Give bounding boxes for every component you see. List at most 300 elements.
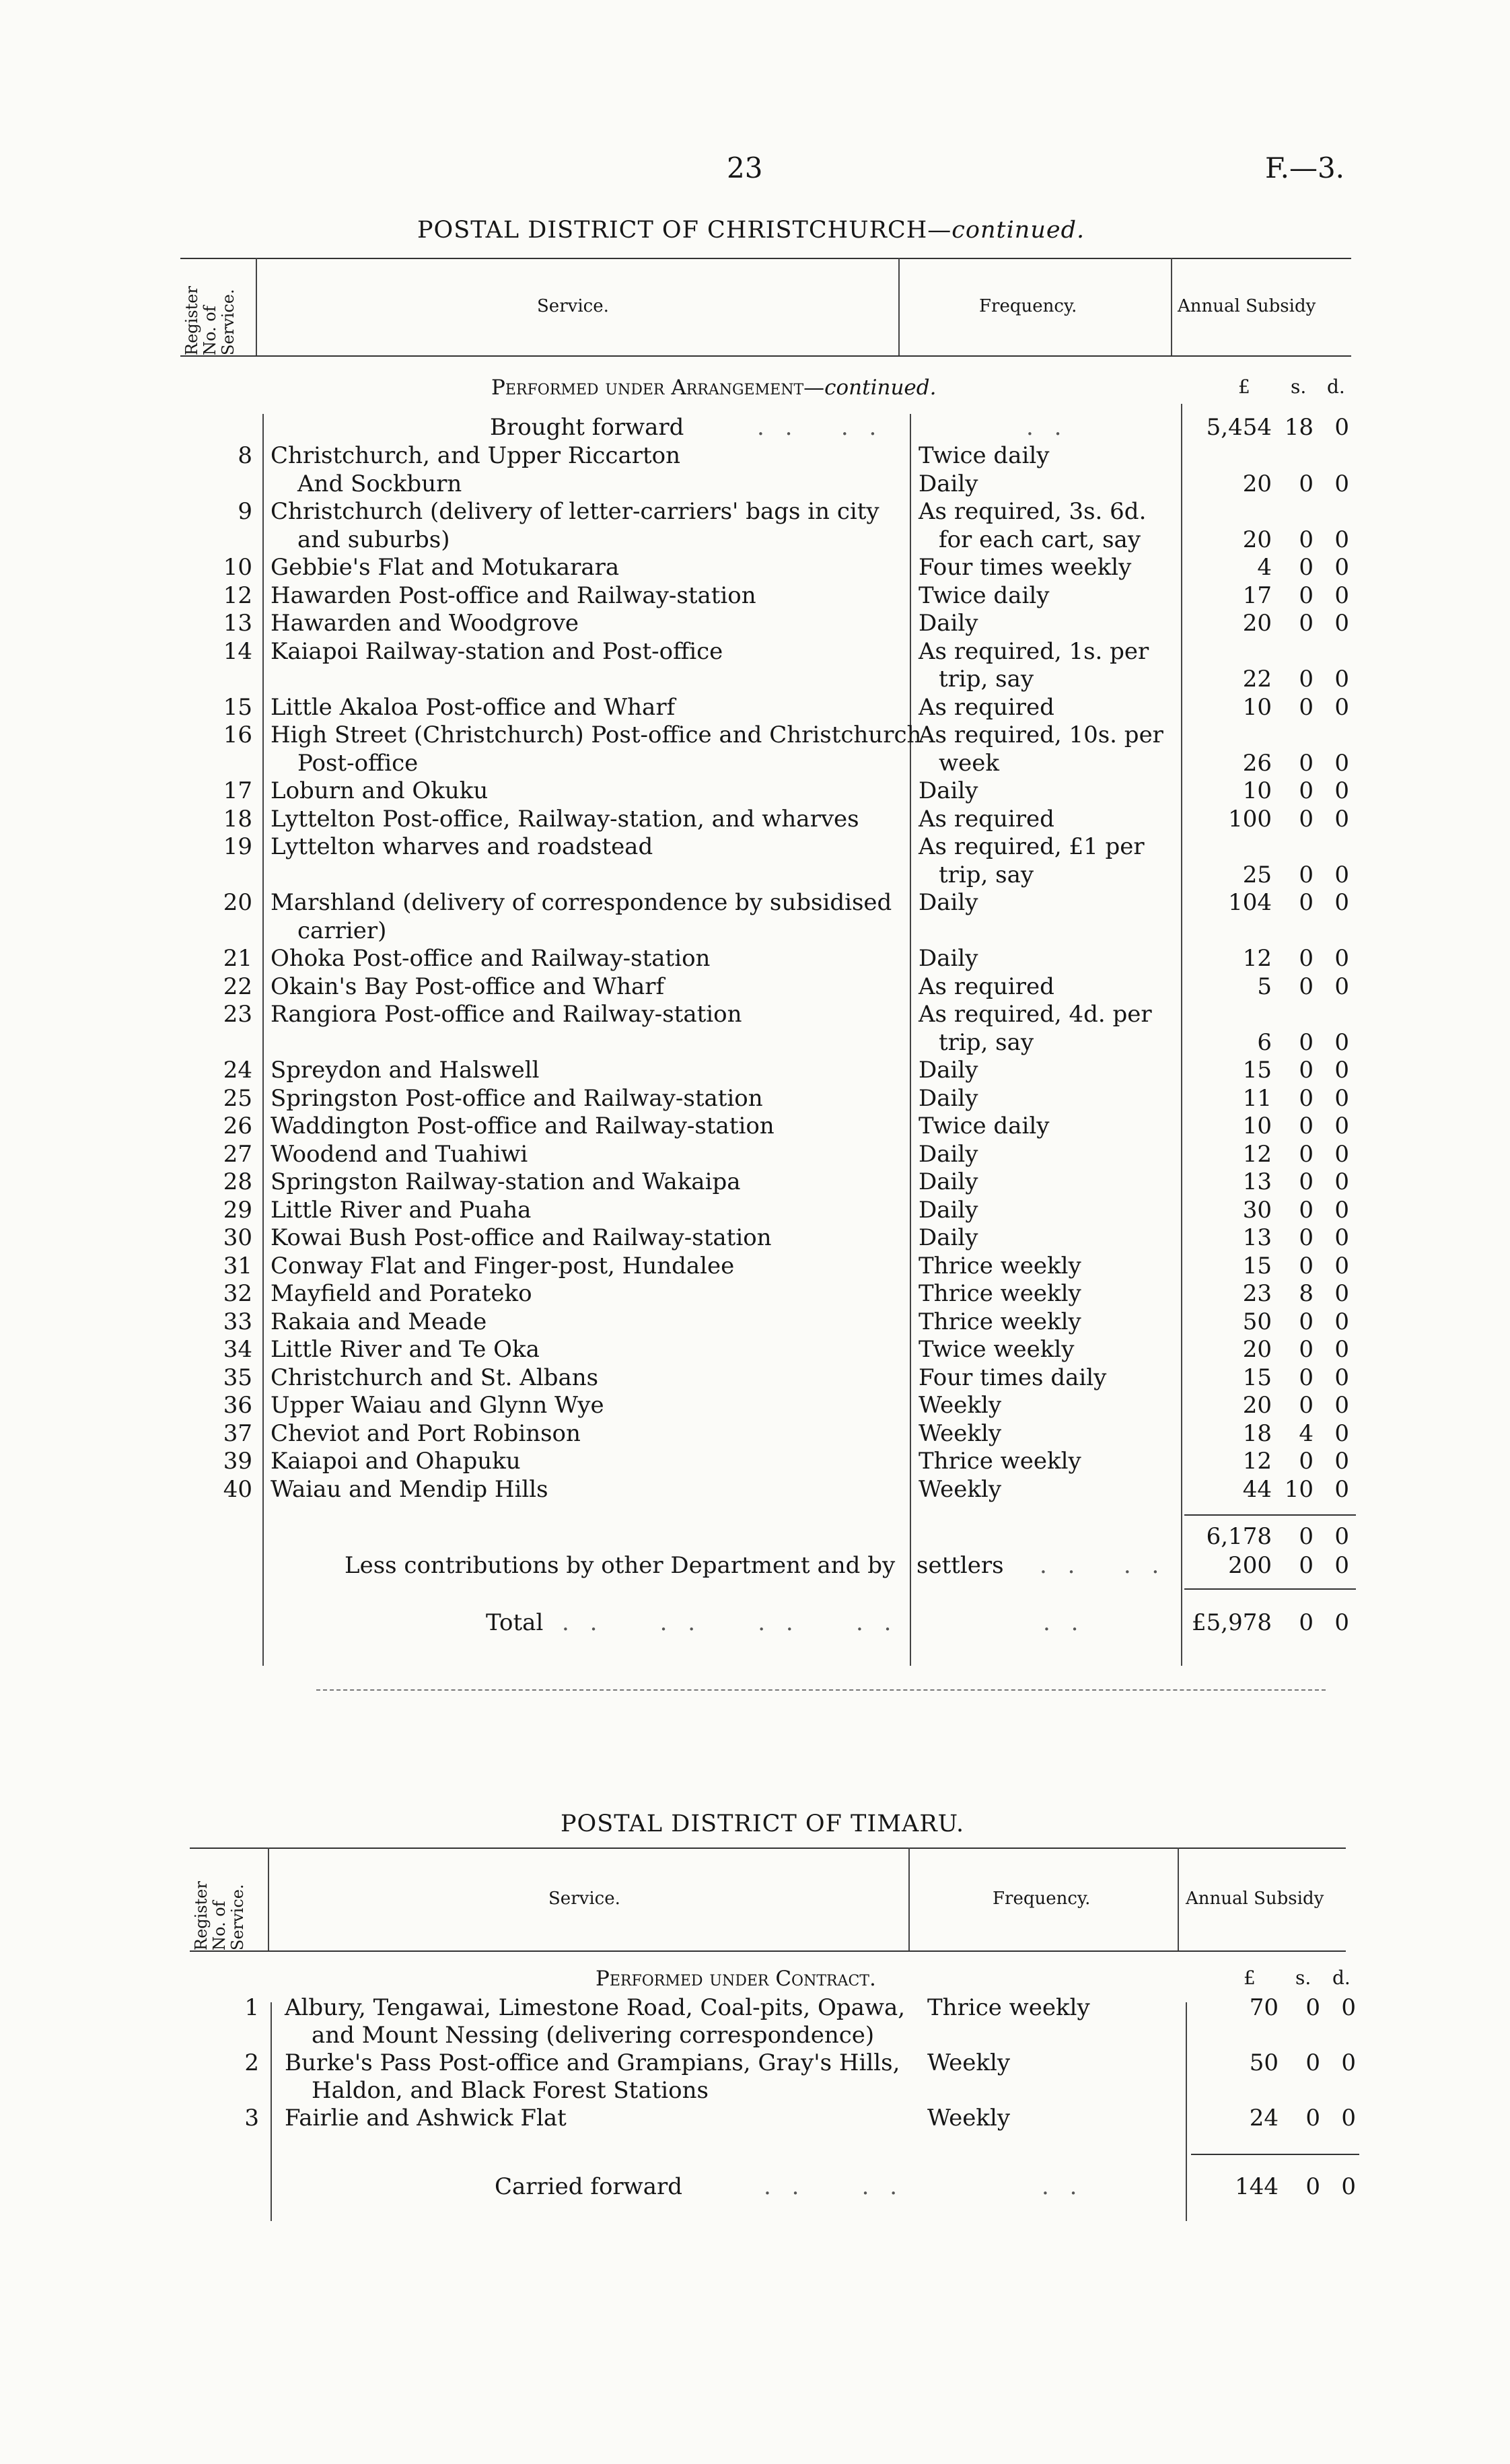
register-no: 16 (223, 721, 252, 748)
brought-forward-pounds: 5,454 (1206, 414, 1272, 441)
table-row (0, 1419, 1510, 1448)
frequency-text: Four times weekly (919, 554, 1132, 581)
service-text: Burke's Pass Post-office and Grampians, Gray's Hills, (285, 2049, 900, 2076)
christchurch-bottom-rule (316, 1689, 1326, 1691)
frequency-text: As required, £1 per (919, 833, 1145, 860)
subsidy-pounds: 22 (1242, 666, 1272, 693)
carried-forward-label: Carried forward (495, 2173, 683, 2200)
table-row (0, 553, 1510, 582)
subsidy-pence: 0 (1334, 777, 1349, 804)
subsidy-shillings: 0 (1299, 610, 1314, 637)
table-row-continuation (0, 917, 1510, 945)
subsidy-shillings: 0 (1299, 889, 1314, 916)
service-text: Hawarden and Woodgrove (271, 610, 579, 637)
subsidy-shillings: 10 (1284, 1475, 1314, 1503)
service-text: High Street (Christchurch) Post-office and Christchurch (271, 721, 922, 748)
register-no: 36 (223, 1392, 252, 1419)
service-text: Albury, Tengawai, Limestone Road, Coal-pits, Opawa, (285, 1994, 906, 2021)
christchurch-subtotal (0, 1522, 1510, 1551)
table-row-continuation (0, 861, 1510, 889)
service-text: Springston Railway-station and Wakaipa (271, 1168, 741, 1195)
frequency-text: As required, 1s. per (919, 637, 1149, 665)
less-pence: 0 (1334, 1552, 1349, 1579)
subsidy-shillings: 0 (1299, 554, 1314, 581)
table-row (0, 582, 1510, 610)
service-text: Upper Waiau and Glynn Wye (271, 1392, 604, 1419)
timaru-money-shillings-head: s. (1295, 1967, 1311, 1989)
table-row (0, 833, 1510, 861)
frequency-text: Twice daily (919, 582, 1050, 609)
subsidy-shillings: 0 (1299, 973, 1314, 1000)
service-text: and suburbs) (297, 526, 450, 553)
subsidy-pence: 0 (1334, 1280, 1349, 1307)
table-row (0, 609, 1510, 637)
christchurch-col-register: Register No. of Service. (182, 286, 238, 355)
service-text: Kowai Bush Post-office and Railway-station (271, 1224, 772, 1251)
subsidy-pounds: 4 (1257, 554, 1272, 581)
christchurch-title (417, 217, 1085, 244)
register-no: 1 (244, 1994, 259, 2021)
subsidy-pounds: 12 (1242, 945, 1272, 972)
service-text: Hawarden Post-office and Railway-station (271, 582, 756, 609)
register-no: 19 (223, 833, 252, 860)
frequency-text: Daily (919, 1084, 978, 1112)
subsidy-pounds: 24 (1249, 2105, 1279, 2132)
subsidy-pounds: 20 (1242, 610, 1272, 637)
table-row (0, 1475, 1510, 1504)
service-text: Kaiapoi Railway-station and Post-office (271, 637, 723, 665)
register-no: 2 (244, 2049, 259, 2076)
total-label: Total (486, 1609, 544, 1636)
frequency-text: Weekly (927, 2049, 1011, 2076)
christchurch-money-pounds-head: £ (1238, 376, 1250, 398)
christchurch-money-pence-head: d. (1327, 376, 1345, 398)
subsidy-shillings: 0 (1299, 1196, 1314, 1224)
table-row (0, 1168, 1510, 1196)
frequency-text: Daily (919, 610, 978, 637)
subsidy-pounds: 23 (1242, 1280, 1272, 1307)
service-text: Spreydon and Halswell (271, 1057, 540, 1084)
subtotal-rule (1184, 1514, 1356, 1516)
christchurch-subhead: Performed under Arrangement—continued. (491, 376, 937, 400)
brought-forward-label: Brought forward (490, 414, 684, 441)
page-number: 23 (727, 151, 763, 184)
service-text: Little River and Puaha (271, 1196, 532, 1224)
table-row (0, 1084, 1510, 1113)
subsidy-pence: 0 (1334, 889, 1349, 916)
table-row (0, 1140, 1510, 1168)
register-no: 13 (223, 610, 252, 637)
subsidy-pounds: 13 (1242, 1168, 1272, 1195)
register-no: 12 (223, 582, 252, 609)
frequency-text: Thrice weekly (919, 1308, 1081, 1335)
subsidy-pounds: 25 (1242, 861, 1272, 888)
frequency-text: trip, say (939, 861, 1034, 888)
service-text: Loburn and Okuku (271, 777, 489, 804)
table-row (0, 442, 1510, 470)
table-row (0, 1335, 1510, 1364)
table-row (0, 1224, 1510, 1252)
subsidy-pence: 0 (1334, 1224, 1349, 1251)
subsidy-pence: 0 (1341, 2049, 1356, 2076)
frequency-text: Four times daily (919, 1364, 1107, 1391)
subsidy-pence: 0 (1334, 1336, 1349, 1363)
frequency-text: Daily (919, 1168, 978, 1195)
service-text: Haldon, and Black Forest Stations (312, 2077, 709, 2104)
table-row (0, 1364, 1510, 1392)
table-row (0, 1056, 1510, 1084)
subsidy-pounds: 44 (1242, 1475, 1272, 1503)
service-text: Waiau and Mendip Hills (271, 1475, 548, 1503)
subsidy-pence: 0 (1334, 1140, 1349, 1168)
table-row (0, 721, 1510, 749)
frequency-text: Twice daily (919, 1113, 1050, 1139)
frequency-text: As required (919, 805, 1054, 833)
subsidy-pence: 0 (1334, 945, 1349, 972)
timaru-subhead: Performed under Contract. (596, 1967, 876, 1991)
table-row (0, 1279, 1510, 1308)
less-label: Less contributions by other Department and by (345, 1552, 896, 1579)
subsidy-pounds: 10 (1242, 777, 1272, 804)
table-row (0, 1000, 1510, 1028)
register-no: 17 (223, 777, 252, 804)
service-text: Fairlie and Ashwick Flat (285, 2105, 567, 2132)
frequency-text: As required (919, 973, 1054, 1000)
register-no: 3 (244, 2105, 259, 2132)
table-row (0, 1196, 1510, 1224)
less-shillings: 0 (1299, 1552, 1314, 1579)
subsidy-shillings: 0 (1299, 1084, 1314, 1112)
subsidy-pence: 0 (1334, 1475, 1349, 1503)
table-row (0, 637, 1510, 666)
christchurch-title-main: POSTAL DISTRICT OF CHRISTCHURCH— (417, 217, 952, 244)
subsidy-shillings: 0 (1299, 1336, 1314, 1363)
frequency-text: Daily (919, 1196, 978, 1224)
register-no: 39 (223, 1448, 252, 1475)
service-text: and Mount Nessing (delivering correspondence) (312, 2022, 875, 2049)
subsidy-shillings: 0 (1299, 1392, 1314, 1419)
sheet-id: F.—3. (1265, 151, 1345, 184)
subsidy-pounds: 100 (1228, 805, 1272, 833)
subsidy-shillings: 0 (1299, 1028, 1314, 1056)
subsidy-pence: 0 (1334, 526, 1349, 553)
subsidy-pounds: 12 (1242, 1448, 1272, 1475)
frequency-text: Thrice weekly (919, 1448, 1081, 1475)
register-no: 32 (223, 1280, 252, 1307)
timaru-col-subsidy: Annual Subsidy (1186, 1889, 1324, 1909)
subsidy-pence: 0 (1334, 805, 1349, 833)
subsidy-pence: 0 (1334, 1057, 1349, 1084)
frequency-text: As required (919, 693, 1054, 721)
table-row (0, 2049, 1510, 2077)
service-text: carrier) (297, 917, 387, 944)
subsidy-pence: 0 (1334, 666, 1349, 693)
christchurch-money-shillings-head: s. (1291, 376, 1307, 398)
frequency-text: Weekly (919, 1475, 1002, 1503)
register-no: 9 (238, 498, 252, 525)
subsidy-pence: 0 (1334, 973, 1349, 1000)
subsidy-pence: 0 (1334, 554, 1349, 581)
subsidy-shillings: 0 (1299, 1057, 1314, 1084)
timaru-carried-forward: Carried forward . . . . . . 144 0 0 (495, 2173, 1356, 2200)
register-no: 21 (223, 945, 252, 972)
subsidy-pence: 0 (1334, 749, 1349, 777)
table-row (0, 693, 1510, 721)
table-row (0, 888, 1510, 917)
register-no: 18 (223, 805, 252, 833)
total-pence: 0 (1334, 1609, 1349, 1636)
subsidy-shillings: 0 (1299, 1224, 1314, 1251)
service-text: Conway Flat and Finger-post, Hundalee (271, 1252, 735, 1279)
subsidy-shillings: 0 (1299, 945, 1314, 972)
frequency-text: week (939, 749, 999, 777)
christchurch-total: Total . . . . . . . . . . £5,978 0 0 (486, 1609, 1349, 1636)
frequency-text: As required, 10s. per (919, 721, 1163, 748)
frequency-text: Twice weekly (919, 1336, 1075, 1363)
subtotal-pounds: 6,178 (1206, 1523, 1272, 1550)
carried-forward-pence: 0 (1341, 2173, 1356, 2200)
table-row (0, 1308, 1510, 1336)
frequency-text: Thrice weekly (919, 1280, 1081, 1307)
service-text: Little Akaloa Post-office and Wharf (271, 693, 676, 721)
subsidy-shillings: 0 (1299, 582, 1314, 609)
carried-forward-shillings: 0 (1305, 2173, 1320, 2200)
service-text: And Sockburn (297, 470, 462, 497)
frequency-text: Daily (919, 1224, 978, 1251)
carried-forward-rule (1191, 2154, 1359, 2155)
frequency-text: Daily (919, 889, 978, 916)
subsidy-pounds: 10 (1242, 1113, 1272, 1139)
timaru-money-pounds-head: £ (1244, 1967, 1256, 1989)
subsidy-pence: 0 (1334, 1196, 1349, 1224)
table-row-continuation (0, 749, 1510, 777)
table-row-continuation (0, 1028, 1510, 1057)
subtotal-pence: 0 (1334, 1523, 1349, 1550)
subsidy-pounds: 26 (1242, 749, 1272, 777)
subsidy-pounds: 6 (1257, 1028, 1272, 1056)
service-text: Gebbie's Flat and Motukarara (271, 554, 620, 581)
register-no: 23 (223, 1001, 252, 1028)
register-no: 28 (223, 1168, 252, 1195)
frequency-text: for each cart, say (939, 526, 1141, 553)
table-row (0, 1252, 1510, 1280)
service-text: Post-office (297, 749, 419, 777)
frequency-text: Weekly (919, 1419, 1002, 1447)
service-text: Springston Post-office and Railway-station (271, 1084, 763, 1112)
subsidy-pence: 0 (1334, 1392, 1349, 1419)
subsidy-shillings: 0 (1299, 1364, 1314, 1391)
subsidy-shillings: 0 (1299, 1113, 1314, 1139)
subsidy-shillings: 0 (1299, 749, 1314, 777)
service-text: Lyttelton wharves and roadstead (271, 833, 653, 860)
subsidy-shillings: 4 (1299, 1419, 1314, 1447)
frequency-text: Weekly (927, 2105, 1011, 2132)
subsidy-pounds: 13 (1242, 1224, 1272, 1251)
subsidy-pounds: 20 (1242, 526, 1272, 553)
table-row-continuation (0, 665, 1510, 693)
brought-forward-shillings: 18 (1284, 414, 1314, 441)
subsidy-pence: 0 (1334, 861, 1349, 888)
subsidy-shillings: 0 (1299, 693, 1314, 721)
subsidy-pence: 0 (1341, 2105, 1356, 2132)
brought-forward-pence: 0 (1334, 414, 1349, 441)
christchurch-col-service: Service. (537, 296, 609, 316)
frequency-text: Twice daily (919, 442, 1050, 469)
register-no: 24 (223, 1057, 252, 1084)
frequency-text: Daily (919, 1057, 978, 1084)
christchurch-brought-forward: Brought forward . . . . . . 5,454 18 0 (490, 414, 1349, 441)
table-row-continuation (0, 470, 1510, 498)
register-no: 10 (223, 554, 252, 581)
frequency-text: trip, say (939, 1028, 1034, 1056)
frequency-text: Thrice weekly (919, 1252, 1081, 1279)
service-text: Mayfield and Porateko (271, 1280, 532, 1307)
table-row (0, 2104, 1510, 2132)
subsidy-shillings: 0 (1299, 1168, 1314, 1195)
subtotal-shillings: 0 (1299, 1523, 1314, 1550)
subsidy-shillings: 0 (1305, 1994, 1320, 2021)
subsidy-pounds: 50 (1242, 1308, 1272, 1335)
frequency-text: Daily (919, 945, 978, 972)
service-text: Christchurch, and Upper Riccarton (271, 442, 681, 469)
service-text: Waddington Post-office and Railway-station (271, 1113, 775, 1139)
service-text: Rangiora Post-office and Railway-station (271, 1001, 742, 1028)
subsidy-pounds: 12 (1242, 1140, 1272, 1168)
table-row-continuation (0, 2076, 1510, 2105)
subsidy-pence: 0 (1334, 470, 1349, 497)
subsidy-pounds: 15 (1242, 1057, 1272, 1084)
table-row-continuation (0, 2021, 1510, 2049)
subsidy-pounds: 15 (1242, 1252, 1272, 1279)
frequency-text: trip, say (939, 666, 1034, 693)
total-rule (1184, 1588, 1356, 1590)
register-no: 29 (223, 1196, 252, 1224)
register-no: 20 (223, 889, 252, 916)
carried-forward-pounds: 144 (1235, 2173, 1279, 2200)
subsidy-shillings: 0 (1299, 1252, 1314, 1279)
subsidy-pounds: 20 (1242, 1392, 1272, 1419)
subsidy-shillings: 0 (1299, 1308, 1314, 1335)
subsidy-pounds: 20 (1242, 470, 1272, 497)
service-text: Rakaia and Meade (271, 1308, 487, 1335)
register-no: 40 (223, 1475, 252, 1503)
frequency-text: Daily (919, 470, 978, 497)
subsidy-pounds: 70 (1249, 1994, 1279, 2021)
subsidy-pence: 0 (1334, 1084, 1349, 1112)
register-no: 22 (223, 973, 252, 1000)
register-no: 8 (238, 442, 252, 469)
table-row (0, 777, 1510, 805)
subsidy-shillings: 0 (1299, 861, 1314, 888)
subsidy-pence: 0 (1334, 1113, 1349, 1139)
table-row (0, 1994, 1510, 2022)
table-row-continuation (0, 526, 1510, 554)
table-row (0, 973, 1510, 1001)
register-no: 27 (223, 1140, 252, 1168)
subsidy-shillings: 0 (1299, 1448, 1314, 1475)
service-text: Little River and Te Oka (271, 1336, 540, 1363)
register-no: 25 (223, 1084, 252, 1112)
register-no: 14 (223, 637, 252, 665)
less-pounds: 200 (1228, 1552, 1272, 1579)
subsidy-pounds: 20 (1242, 1336, 1272, 1363)
register-no: 34 (223, 1336, 252, 1363)
timaru-title: POSTAL DISTRICT OF TIMARU. (561, 1810, 965, 1837)
subsidy-shillings: 0 (1305, 2049, 1320, 2076)
frequency-text: Daily (919, 777, 978, 804)
timaru-money-pence-head: d. (1332, 1967, 1351, 1989)
service-text: Ohoka Post-office and Railway-station (271, 945, 711, 972)
table-row (0, 1447, 1510, 1475)
frequency-text: Daily (919, 1140, 978, 1168)
service-text: Okain's Bay Post-office and Wharf (271, 973, 665, 1000)
subsidy-pounds: 30 (1242, 1196, 1272, 1224)
subsidy-shillings: 0 (1299, 470, 1314, 497)
register-no: 35 (223, 1364, 252, 1391)
subsidy-shillings: 0 (1299, 526, 1314, 553)
service-text: Christchurch (delivery of letter-carriers' bags in city (271, 498, 879, 525)
christchurch-col-frequency: Frequency. (979, 296, 1077, 316)
timaru-col-register: Register No. of Service. (192, 1881, 247, 1950)
christchurch-col-subsidy: Annual Subsidy (1178, 296, 1316, 316)
subsidy-shillings: 0 (1305, 2105, 1320, 2132)
subsidy-pounds: 50 (1249, 2049, 1279, 2076)
service-text: Cheviot and Port Robinson (271, 1419, 581, 1447)
frequency-text: As required, 4d. per (919, 1001, 1152, 1028)
subsidy-shillings: 0 (1299, 666, 1314, 693)
subsidy-pence: 0 (1334, 1448, 1349, 1475)
frequency-text: Thrice weekly (927, 1994, 1090, 2021)
subsidy-pence: 0 (1341, 1994, 1356, 2021)
subsidy-pence: 0 (1334, 610, 1349, 637)
subsidy-pounds: 17 (1242, 582, 1272, 609)
table-row (0, 1112, 1510, 1140)
register-no: 31 (223, 1252, 252, 1279)
subsidy-pence: 0 (1334, 582, 1349, 609)
timaru-col-frequency: Frequency. (993, 1889, 1091, 1909)
register-no: 15 (223, 693, 252, 721)
register-no: 30 (223, 1224, 252, 1251)
table-row (0, 944, 1510, 973)
subsidy-pence: 0 (1334, 1364, 1349, 1391)
table-row (0, 497, 1510, 526)
christchurch-less-contributions: Less contributions by other Department and by settlers . . . . 200 0 0 (345, 1552, 1349, 1579)
timaru-col-service: Service. (548, 1889, 620, 1909)
subsidy-pence: 0 (1334, 1028, 1349, 1056)
subsidy-pence: 0 (1334, 1419, 1349, 1447)
register-no: 26 (223, 1113, 252, 1139)
subsidy-pence: 0 (1334, 1168, 1349, 1195)
subsidy-pence: 0 (1334, 1252, 1349, 1279)
register-no: 37 (223, 1419, 252, 1447)
service-text: Lyttelton Post-office, Railway-station, and wharves (271, 805, 859, 833)
christchurch-title-cont: continued. (951, 217, 1085, 244)
service-text: Christchurch and St. Albans (271, 1364, 599, 1391)
service-text: Marshland (delivery of correspondence by subsidised (271, 889, 892, 916)
subsidy-pounds: 11 (1242, 1084, 1272, 1112)
subsidy-pounds: 10 (1242, 693, 1272, 721)
table-row (0, 805, 1510, 833)
subsidy-shillings: 0 (1299, 1140, 1314, 1168)
service-text: Kaiapoi and Ohapuku (271, 1448, 521, 1475)
subsidy-pence: 0 (1334, 1308, 1349, 1335)
service-text: Woodend and Tuahiwi (271, 1140, 528, 1168)
less-label-cont: settlers (916, 1552, 1004, 1579)
frequency-text: As required, 3s. 6d. (919, 498, 1147, 525)
register-no: 33 (223, 1308, 252, 1335)
total-shillings: 0 (1299, 1609, 1314, 1636)
subsidy-pounds: 15 (1242, 1364, 1272, 1391)
